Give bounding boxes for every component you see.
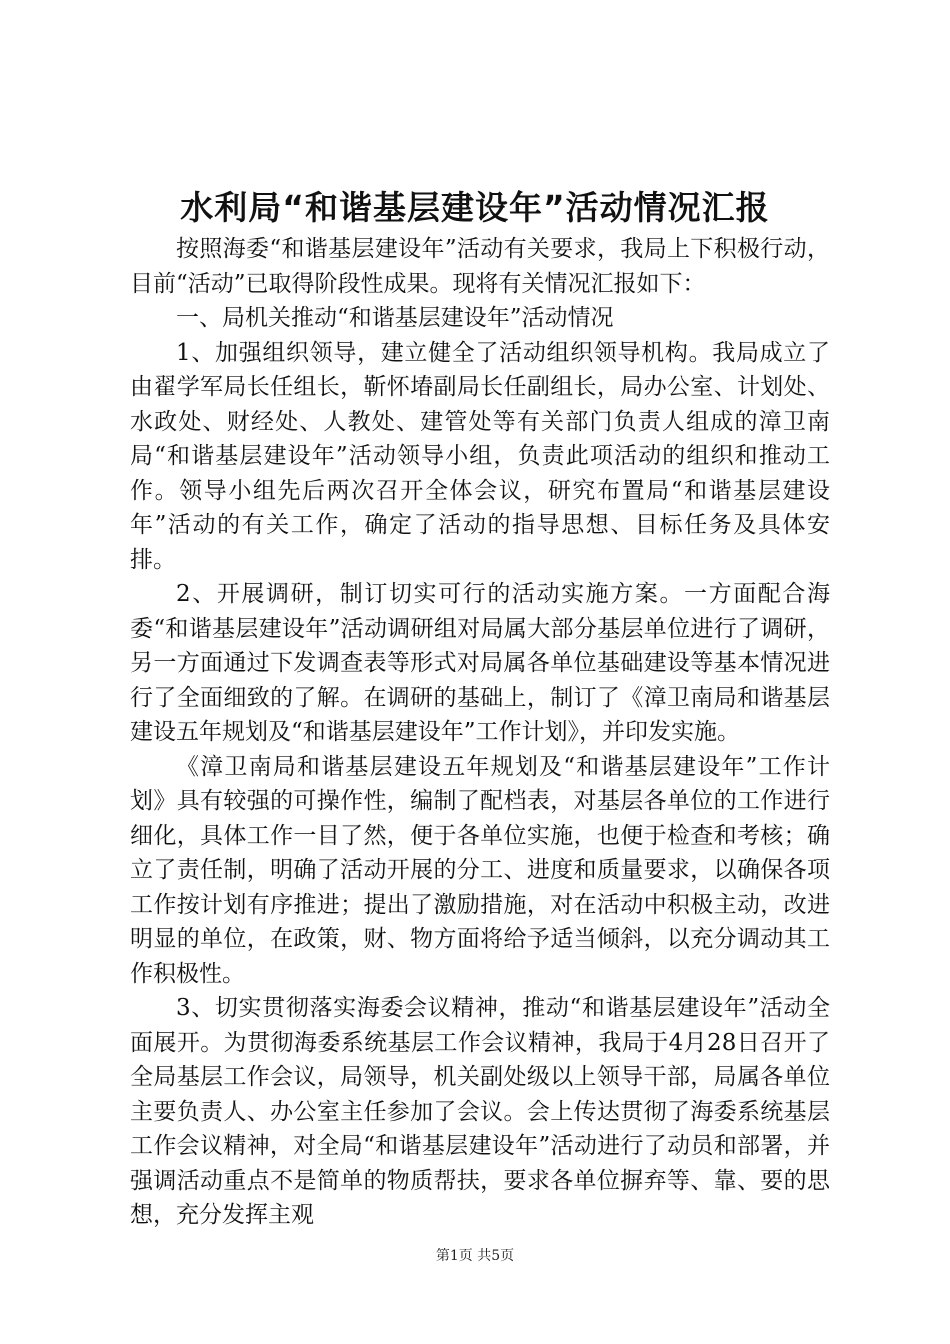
page-footer: 第1页 共5页 <box>435 1248 515 1264</box>
paragraph-meeting: 3、切实贯彻落实海委会议精神，推动“和谐基层建设年”活动全面展开。为贯彻海委系统基层工作会议精神，我局于4月28日召开了全局基层工作会议，局领导，机关副处级以上领导干部，局属各单位主要负责人、办公室主任参加了会议。会上传达贯彻了海委系统基层工作会议精神，对全局“和谐基层建设年”活动进行了动员和部署，并强调活动重点不是简单的物质帮扶，要求各单位摒弃等、靠、要的思想，充分发挥主观 <box>130 995 830 1228</box>
paragraph-organization: 1、加强组织领导，建立健全了活动组织领导机构。我局成立了由翟学军局长任组长，靳怀堾副局长任副组长，局办公室、计划处、水政处、财经处、人教处、建管处等有关部门负责人组成的漳卫南局“和谐基层建设年”活动领导小组，负责此项活动的组织和推动工作。领导小组先后两次召开全体会议，研究布置局“和谐基层建设年”活动的有关工作，确定了活动的指导思想、目标任务及具体安排。 <box>130 339 830 573</box>
paragraph-intro: 按照海委“和谐基层建设年”活动有关要求，我局上下积极行动，目前“活动”已取得阶段性成果。现将有关情况汇报如下： <box>130 236 830 297</box>
section-heading-1: 一、局机关推动“和谐基层建设年”活动情况 <box>176 305 614 331</box>
paragraph-research: 2、开展调研，制订切实可行的活动实施方案。一方面配合海委“和谐基层建设年”活动调研组对局属大部分基层单位进行了调研，另一方面通过下发调查表等形式对局属各单位基础建设等基本情况进行了全面细致的了解。在调研的基础上，制订了《漳卫南局和谐基层建设五年规划及“和谐基层建设年”工作计划》，并印发实施。 <box>130 581 830 745</box>
document-title: 水利局“和谐基层建设年”活动情况汇报 <box>180 188 770 227</box>
paragraph-plan-details: 《漳卫南局和谐基层建设五年规划及“和谐基层建设年”工作计划》具有较强的可操作性，编制了配档表，对基层各单位的工作进行细化，具体工作一目了然，便于各单位实施，也便于检查和考核；确立了责任制，明确了活动开展的分工、进度和质量要求，以确保各项工作按计划有序推进；提出了激励措施，对在活动中积极主动，改进明显的单位，在政策，财、物方面将给予适当倾斜，以充分调动其工作积极性。 <box>130 753 830 987</box>
document-body <box>130 232 830 1233</box>
